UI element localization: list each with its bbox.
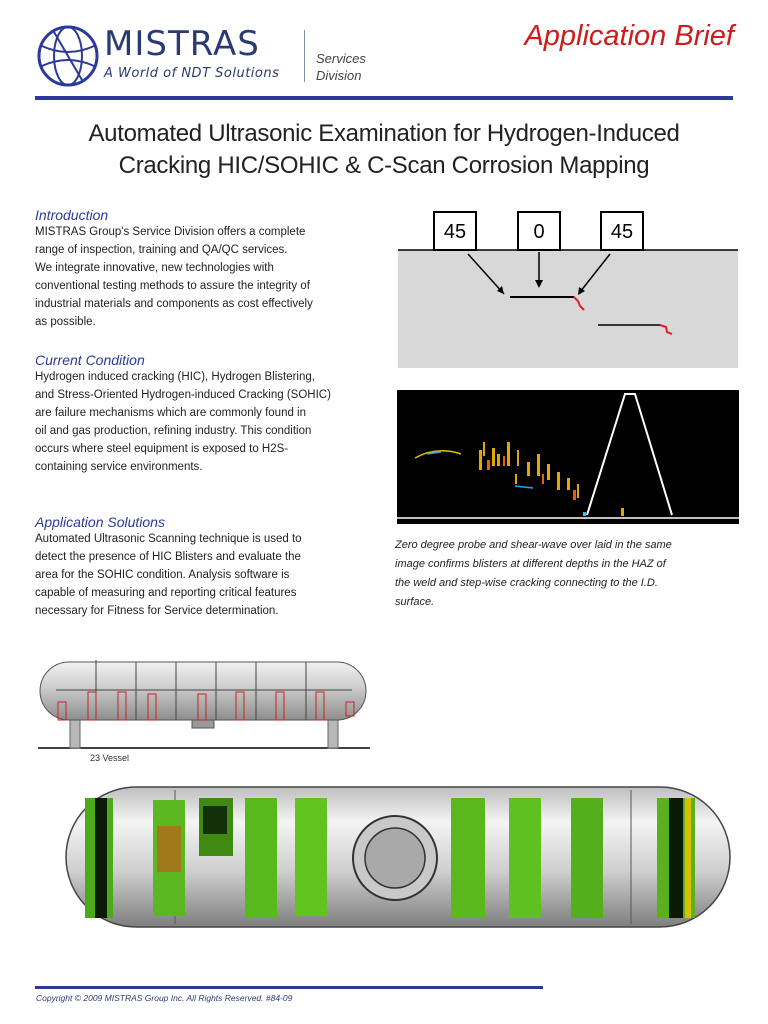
text-line: capable of measuring and reporting critical features [35, 587, 297, 599]
scan-strip [571, 798, 603, 918]
section-application-solutions [35, 514, 380, 620]
text-line: Hydrogen induced cracking (HIC), Hydrogen Blistering, [35, 371, 315, 383]
text-line: occurs where steel equipment is exposed to H2S- [35, 443, 289, 455]
scan-strip [245, 798, 277, 918]
scan-strip [657, 798, 695, 918]
text-line: oil and gas production, refining industry. This condition [35, 425, 312, 437]
footer-rule [35, 986, 543, 989]
text-line: Automated Ultrasonic Scanning technique is used to [35, 533, 302, 545]
text-line: We integrate innovative, new technologies with [35, 262, 274, 274]
section-heading: Current Condition [35, 352, 145, 368]
scan-strip [451, 798, 485, 918]
scan-strip [509, 798, 541, 918]
brand-tagline: A World of NDT Solutions [104, 66, 280, 81]
text-line: conventional testing methods to assure the integrity of [35, 280, 310, 292]
text-line: are failure mechanisms which are commonly found in [35, 407, 307, 419]
probe-label-left: 45 [443, 221, 467, 243]
division-line-2: Division [316, 68, 362, 83]
probe-label-right: 45 [610, 221, 634, 243]
section-body [35, 223, 380, 331]
scan-strip [85, 798, 113, 918]
section-introduction [35, 207, 380, 331]
caption-line: the weld and step-wise cracking connecting to the I.D. [395, 577, 658, 589]
section-heading: Application Solutions [35, 514, 165, 530]
header-divider [304, 30, 305, 82]
division-line-1: Services [316, 51, 366, 66]
probe-diagram [398, 208, 738, 368]
text-line: containing service environments. [35, 461, 203, 473]
section-heading: Introduction [35, 207, 109, 223]
steel-plate [398, 250, 738, 368]
caption-line: surface. [395, 596, 435, 608]
section-current-condition [35, 352, 380, 476]
doc-type: Application Brief [524, 20, 734, 52]
text-line: necessary for Fitness for Service determination. [35, 605, 279, 617]
mistras-globe-icon [36, 24, 100, 88]
text-line: detect the presence of HIC Blisters and evaluate the [35, 551, 301, 563]
text-line: range of inspection, training and QA/QC services. [35, 244, 288, 256]
scan-strip [199, 798, 233, 856]
probe-label-center: 0 [533, 221, 545, 243]
title-line-1: Automated Ultrasonic Examination for Hydrogen-Induced [88, 120, 680, 147]
c-scan-corrosion-map [65, 786, 731, 928]
footer-copyright: Copyright © 2009 MISTRAS Group Inc. All Rights Reserved. #84-09 [36, 993, 293, 1003]
vessel-label: 23 Vessel [90, 753, 130, 763]
ultrasonic-scan-image [397, 390, 739, 524]
scan-strip [295, 798, 327, 916]
section-body [35, 368, 380, 476]
caption-line: image confirms blisters at different depths in the HAZ of [395, 558, 666, 570]
scan-strip [153, 800, 185, 916]
division-label [316, 50, 366, 84]
text-line: and Stress-Oriented Hydrogen-induced Cracking (SOHIC) [35, 389, 331, 401]
text-line: area for the SOHIC condition. Analysis software is [35, 569, 290, 581]
text-line: industrial materials and components as cost effectively [35, 298, 313, 310]
vessel-side-drawing [36, 654, 372, 754]
header-rule [35, 96, 733, 100]
page-title [20, 118, 748, 182]
caption-line: Zero degree probe and shear-wave over laid in the same [395, 539, 672, 551]
figure-caption [395, 536, 745, 612]
text-line: MISTRAS Group's Service Division offers a complete [35, 226, 306, 238]
text-line: as possible. [35, 316, 96, 328]
brand-name: MISTRAS [104, 24, 260, 64]
section-body [35, 530, 380, 620]
title-line-2: Cracking HIC/SOHIC & C-Scan Corrosion Mapping [118, 152, 650, 179]
